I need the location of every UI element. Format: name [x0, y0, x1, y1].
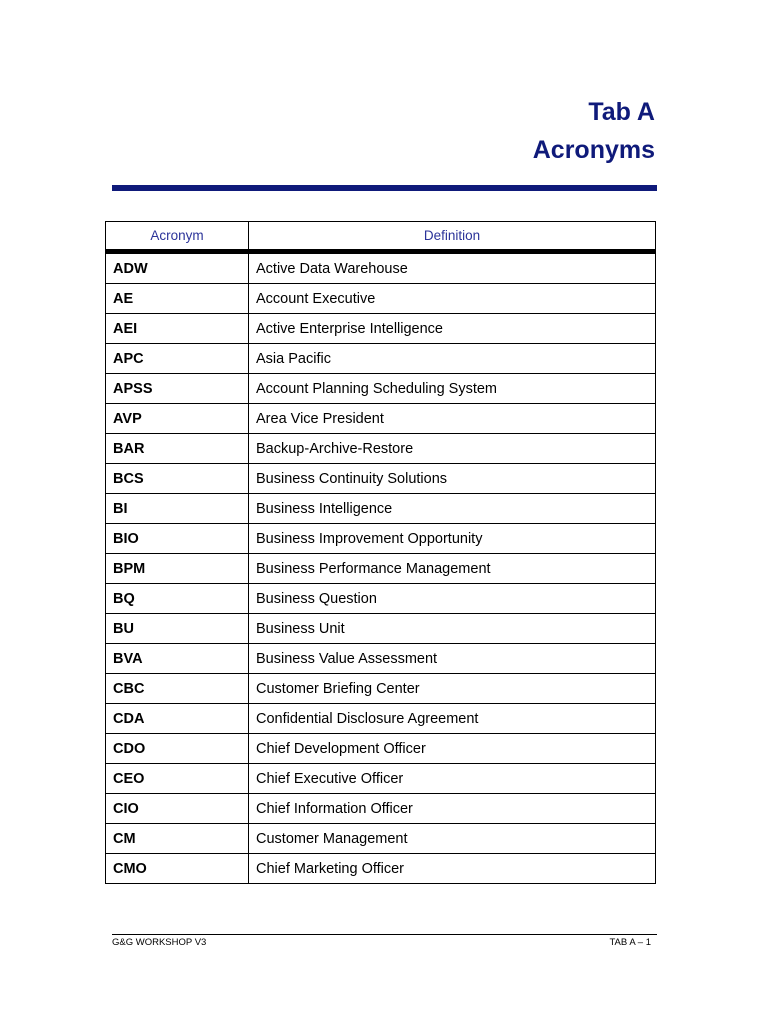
definition-cell: Customer Briefing Center [249, 674, 656, 704]
definition-cell: Business Unit [249, 614, 656, 644]
acronym-cell: CDO [106, 734, 249, 764]
table-row [106, 284, 656, 314]
acronym-table [105, 221, 656, 884]
definition-cell: Business Value Assessment [249, 644, 656, 674]
definition-cell: Business Question [249, 584, 656, 614]
table-row [106, 614, 656, 644]
title-divider [112, 185, 657, 191]
acronym-cell: BIO [106, 524, 249, 554]
table-row [106, 404, 656, 434]
column-header-acronym: Acronym [106, 222, 249, 252]
table-row [106, 374, 656, 404]
acronym-cell: BQ [106, 584, 249, 614]
table-row [106, 644, 656, 674]
definition-cell: Account Planning Scheduling System [249, 374, 656, 404]
acronym-cell: BU [106, 614, 249, 644]
table-header-row [106, 222, 656, 252]
definition-cell: Chief Marketing Officer [249, 854, 656, 884]
acronym-cell: CBC [106, 674, 249, 704]
table-row [106, 734, 656, 764]
definition-cell: Confidential Disclosure Agreement [249, 704, 656, 734]
footer-divider [112, 934, 657, 935]
table-row [106, 344, 656, 374]
table-row [106, 252, 656, 284]
definition-cell: Chief Executive Officer [249, 764, 656, 794]
column-header-definition: Definition [249, 222, 656, 252]
acronym-cell: CM [106, 824, 249, 854]
table-row [106, 854, 656, 884]
table-row [106, 554, 656, 584]
table-row [106, 764, 656, 794]
definition-cell: Chief Information Officer [249, 794, 656, 824]
acronym-cell: AE [106, 284, 249, 314]
table-row [106, 794, 656, 824]
acronym-cell: AEI [106, 314, 249, 344]
acronym-cell: APC [106, 344, 249, 374]
definition-cell: Asia Pacific [249, 344, 656, 374]
acronym-cell: BAR [106, 434, 249, 464]
footer-document-name: G&G WORKSHOP V3 [112, 937, 207, 948]
definition-cell: Account Executive [249, 284, 656, 314]
table-row [106, 314, 656, 344]
table-row [106, 464, 656, 494]
definition-cell: Backup-Archive-Restore [249, 434, 656, 464]
tab-label: Tab A [588, 98, 655, 126]
section-title: Acronyms [532, 136, 655, 164]
definition-cell: Business Improvement Opportunity [249, 524, 656, 554]
table-row [106, 704, 656, 734]
table-row [106, 584, 656, 614]
acronym-cell: AVP [106, 404, 249, 434]
table-row [106, 434, 656, 464]
definition-cell: Customer Management [249, 824, 656, 854]
footer-page-number: TAB A – 1 [609, 937, 651, 948]
table-row [106, 824, 656, 854]
table-row [106, 494, 656, 524]
table-row [106, 674, 656, 704]
acronym-cell: BI [106, 494, 249, 524]
definition-cell: Area Vice President [249, 404, 656, 434]
definition-cell: Business Performance Management [249, 554, 656, 584]
definition-cell: Business Continuity Solutions [249, 464, 656, 494]
acronym-cell: ADW [106, 252, 249, 284]
acronym-cell: CDA [106, 704, 249, 734]
table-row [106, 524, 656, 554]
definition-cell: Business Intelligence [249, 494, 656, 524]
page-title [533, 93, 655, 169]
acronym-cell: CEO [106, 764, 249, 794]
definition-cell: Chief Development Officer [249, 734, 656, 764]
acronym-cell: APSS [106, 374, 249, 404]
acronym-cell: BCS [106, 464, 249, 494]
definition-cell: Active Enterprise Intelligence [249, 314, 656, 344]
acronym-cell: BPM [106, 554, 249, 584]
table-body [106, 252, 656, 884]
definition-cell: Active Data Warehouse [249, 252, 656, 284]
acronym-cell: CMO [106, 854, 249, 884]
acronym-cell: BVA [106, 644, 249, 674]
acronym-cell: CIO [106, 794, 249, 824]
